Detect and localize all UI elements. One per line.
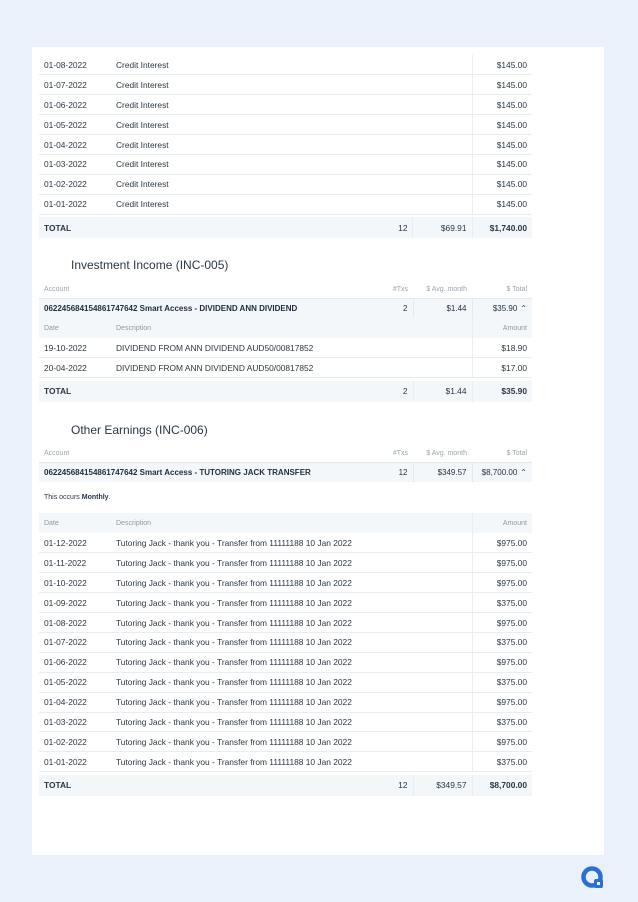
table-row: 01-05-2022 Credit Interest $145.00 (39, 115, 532, 135)
section-title-other-earnings: Other Earnings (INC-006) (71, 423, 208, 437)
table-row: 01-03-2022 Credit Interest $145.00 (39, 154, 532, 174)
account-row[interactable]: 062245684154861747642 Smart Access - TUTORING JACK TRANSFER 12 $349.57 $8,700.00 ⌃ (39, 462, 532, 482)
account-total: $35.90 (492, 303, 518, 313)
table-row: 01-06-2022 Credit Interest $145.00 (39, 95, 532, 115)
other-earnings-table-container (39, 446, 532, 796)
table-row: 01-03-2022 Tutoring Jack - thank you - Transfer from 11111188 10 Jan 2022 $375.00 (39, 712, 532, 732)
investment-table (39, 282, 532, 402)
interest-table-container (39, 55, 532, 238)
frequency-note: This occurs Monthly. (44, 494, 111, 501)
total-row: TOTAL 12 $349.57 $8,700.00 (39, 775, 532, 796)
chevron-up-icon[interactable]: ⌃ (520, 467, 527, 477)
column-header-row: Account #Txs $ Avg. month $ Total (44, 286, 527, 294)
table-row: 01-02-2022 Tutoring Jack - thank you - Transfer from 11111188 10 Jan 2022 $975.00 (39, 732, 532, 752)
chevron-up-icon[interactable]: ⌃ (520, 303, 527, 313)
account-row[interactable]: 062245684154861747642 Smart Access - DIVIDEND ANN DIVIDEND 2 $1.44 $35.90 ⌃ (39, 298, 532, 318)
table-row: 19-10-2022 DIVIDEND FROM ANN DIVIDEND AUD50/00817852 $18.90 (39, 338, 532, 358)
brand-logo-icon (580, 865, 606, 891)
table-row: 01-11-2022 Tutoring Jack - thank you - Transfer from 11111188 10 Jan 2022 $975.00 (39, 553, 532, 573)
subheader-row: Date Description Amount (39, 318, 532, 338)
table-row: 01-10-2022 Tutoring Jack - thank you - Transfer from 11111188 10 Jan 2022 $975.00 (39, 573, 532, 593)
table-row: 01-09-2022 Tutoring Jack - thank you - Transfer from 11111188 10 Jan 2022 $375.00 (39, 593, 532, 613)
table-row: 01-07-2022 Credit Interest $145.00 (39, 75, 532, 95)
table-row: 01-01-2022 Credit Interest $145.00 (39, 194, 532, 214)
subheader-row: Date Description Amount (39, 513, 532, 533)
total-row: TOTAL 2 $1.44 $35.90 (39, 381, 532, 402)
table-row: 01-06-2022 Tutoring Jack - thank you - Transfer from 11111188 10 Jan 2022 $975.00 (39, 652, 532, 672)
table-row: 01-04-2022 Tutoring Jack - thank you - Transfer from 11111188 10 Jan 2022 $975.00 (39, 692, 532, 712)
table-row: 01-05-2022 Tutoring Jack - thank you - Transfer from 11111188 10 Jan 2022 $375.00 (39, 672, 532, 692)
table-row: 01-02-2022 Credit Interest $145.00 (39, 174, 532, 194)
investment-table-container (39, 282, 532, 402)
interest-table (39, 55, 532, 238)
frequency-value: Monthly (81, 494, 109, 501)
table-row: 01-12-2022 Tutoring Jack - thank you - Transfer from 11111188 10 Jan 2022 $975.00 (39, 533, 532, 553)
table-row: 01-07-2022 Tutoring Jack - thank you - Transfer from 11111188 10 Jan 2022 $375.00 (39, 632, 532, 652)
other-earnings-table (39, 446, 532, 796)
total-row: TOTAL 12 $69.91 $1,740.00 (39, 217, 532, 238)
table-row: 20-04-2022 DIVIDEND FROM ANN DIVIDEND AUD50/00817852 $17.00 (39, 358, 532, 378)
table-row: 01-08-2022 Credit Interest $145.00 (39, 55, 532, 75)
account-total: $8,700.00 (481, 467, 518, 477)
table-row: 01-08-2022 Tutoring Jack - thank you - Transfer from 11111188 10 Jan 2022 $975.00 (39, 613, 532, 633)
section-title-investment-income: Investment Income (INC-005) (71, 258, 229, 272)
table-row: 01-01-2022 Tutoring Jack - thank you - Transfer from 11111188 10 Jan 2022 $375.00 (39, 752, 532, 772)
table-row: 01-04-2022 Credit Interest $145.00 (39, 135, 532, 155)
column-header-row: Account #Txs $ Avg. month $ Total (44, 450, 527, 458)
